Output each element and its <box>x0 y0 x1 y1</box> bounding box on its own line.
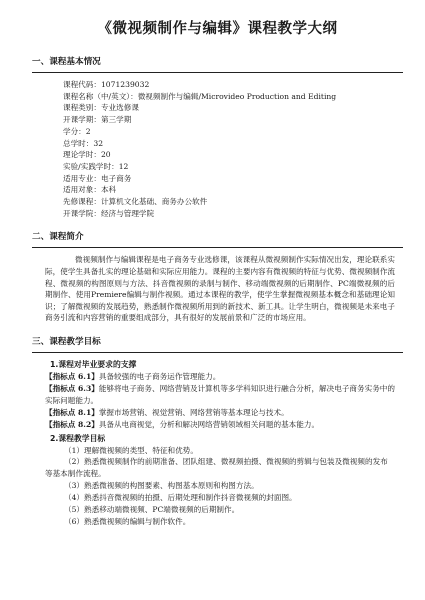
indicator-tag: 【指标点 8.2】 <box>45 419 99 429</box>
objective-item: （2）熟悉微视频制作的前期准备、团队组建、微视频拍摄、微视频的剪辑与包装及微视频的发布等基本制作流程。 <box>45 457 388 479</box>
indicator-text: 具备从电商视觉，分析和解决网络营销领域相关问题的基本能力。 <box>98 419 320 429</box>
indicator-tag: 【指标点 6.3】 <box>45 383 99 393</box>
section-divider <box>32 72 403 73</box>
theory-hours: 理论学时：20 <box>63 150 111 160</box>
semester: 开课学期：第三学期 <box>63 115 132 125</box>
section-divider <box>32 247 403 248</box>
section-divider <box>32 352 403 353</box>
course-intro-text: 微视频制作与编辑课程是电子商务专业选修课，该课程从微视频制作实际情况出发，理论联系实际，使学生具备扎实的理论基础和实际应用能力。课程的主要内容有微视频的特征与优势、微视频制作流程、微视频的构图原则与方法、抖音微视频的录制与制作、移动端微视频的后期制作、PC端微视频的后期制作、使用Premiere编辑与制作视频。通过本课程的教学，使学生掌握微视频基本概念和基础理论知识；了解微视频的发展趋势，熟悉制作微视频所用到的新技术、新工具。让学生明白，微视频是未来电子商务引流和内容营销的重要组成部分，具有很好的发展前景和广泛的市场应用。 <box>45 255 395 323</box>
section-heading-intro: 二、课程简介 <box>32 232 84 243</box>
indicator-item <box>45 371 395 383</box>
indicator-tag: 【指标点 8.1】 <box>45 407 99 417</box>
objective-item: （6）熟悉微视频的编辑与制作软件。 <box>64 516 191 526</box>
credits: 学分：2 <box>63 126 91 136</box>
prerequisites: 先修课程：计算机文化基础、商务办公软件 <box>63 197 208 207</box>
basic-info-list <box>63 79 403 219</box>
course-name: 课程名称（中/英文）：微视频制作与编辑/Microvideo Production and Editing <box>63 91 337 101</box>
course-intro-paragraph <box>45 254 395 324</box>
subheading-teaching-objectives: 2.课程教学目标 <box>50 433 106 443</box>
course-code: 课程代码：1071239032 <box>63 80 150 89</box>
practice-hours: 实验/实践学时：12 <box>63 161 129 171</box>
objective-item: （3）熟悉微视频的构图要素、构图基本原则和构图方法。 <box>64 481 259 491</box>
indicator-text: 能够将电子商务、网络营销及计算机等多学科知识进行融合分析，解决电子商务实务中的实际问题能力。 <box>45 383 395 405</box>
indicator-item <box>45 419 395 431</box>
document-title: 《微视频制作与编辑》课程教学大纲 <box>97 20 338 37</box>
objective-item: （5）熟悉移动端微视频、PC端微视频的后期制作。 <box>64 505 240 515</box>
objective-item: （4）熟悉抖音微视频的拍摄、后期处理和制作抖音微视频的封面图。 <box>64 493 297 503</box>
indicator-item <box>45 383 395 407</box>
indicator-item <box>45 407 395 419</box>
objective-item: （1）理解微视频的类型、特征和优势。 <box>64 445 198 455</box>
section-heading-goals: 三、课程教学目标 <box>32 337 101 347</box>
section-heading-basic-info: 一、课程基本情况 <box>32 57 101 67</box>
subheading-graduation-support: 1.课程对毕业要求的支撑 <box>50 360 137 369</box>
indicator-text: 掌握市场营销、视觉营销、网络营销等基本理论与技术。 <box>98 407 289 417</box>
major: 适用专业：电子商务 <box>63 173 132 183</box>
college: 开课学院：经济与管理学院 <box>63 208 155 218</box>
total-hours: 总学时：32 <box>63 138 104 148</box>
indicator-tag: 【指标点 6.1】 <box>45 372 99 381</box>
course-category: 课程类别：专业选修课 <box>63 103 139 113</box>
indicator-text: 具备较强的电子商务运作管理能力。 <box>98 372 221 381</box>
audience: 适用对象：本科 <box>63 185 117 195</box>
